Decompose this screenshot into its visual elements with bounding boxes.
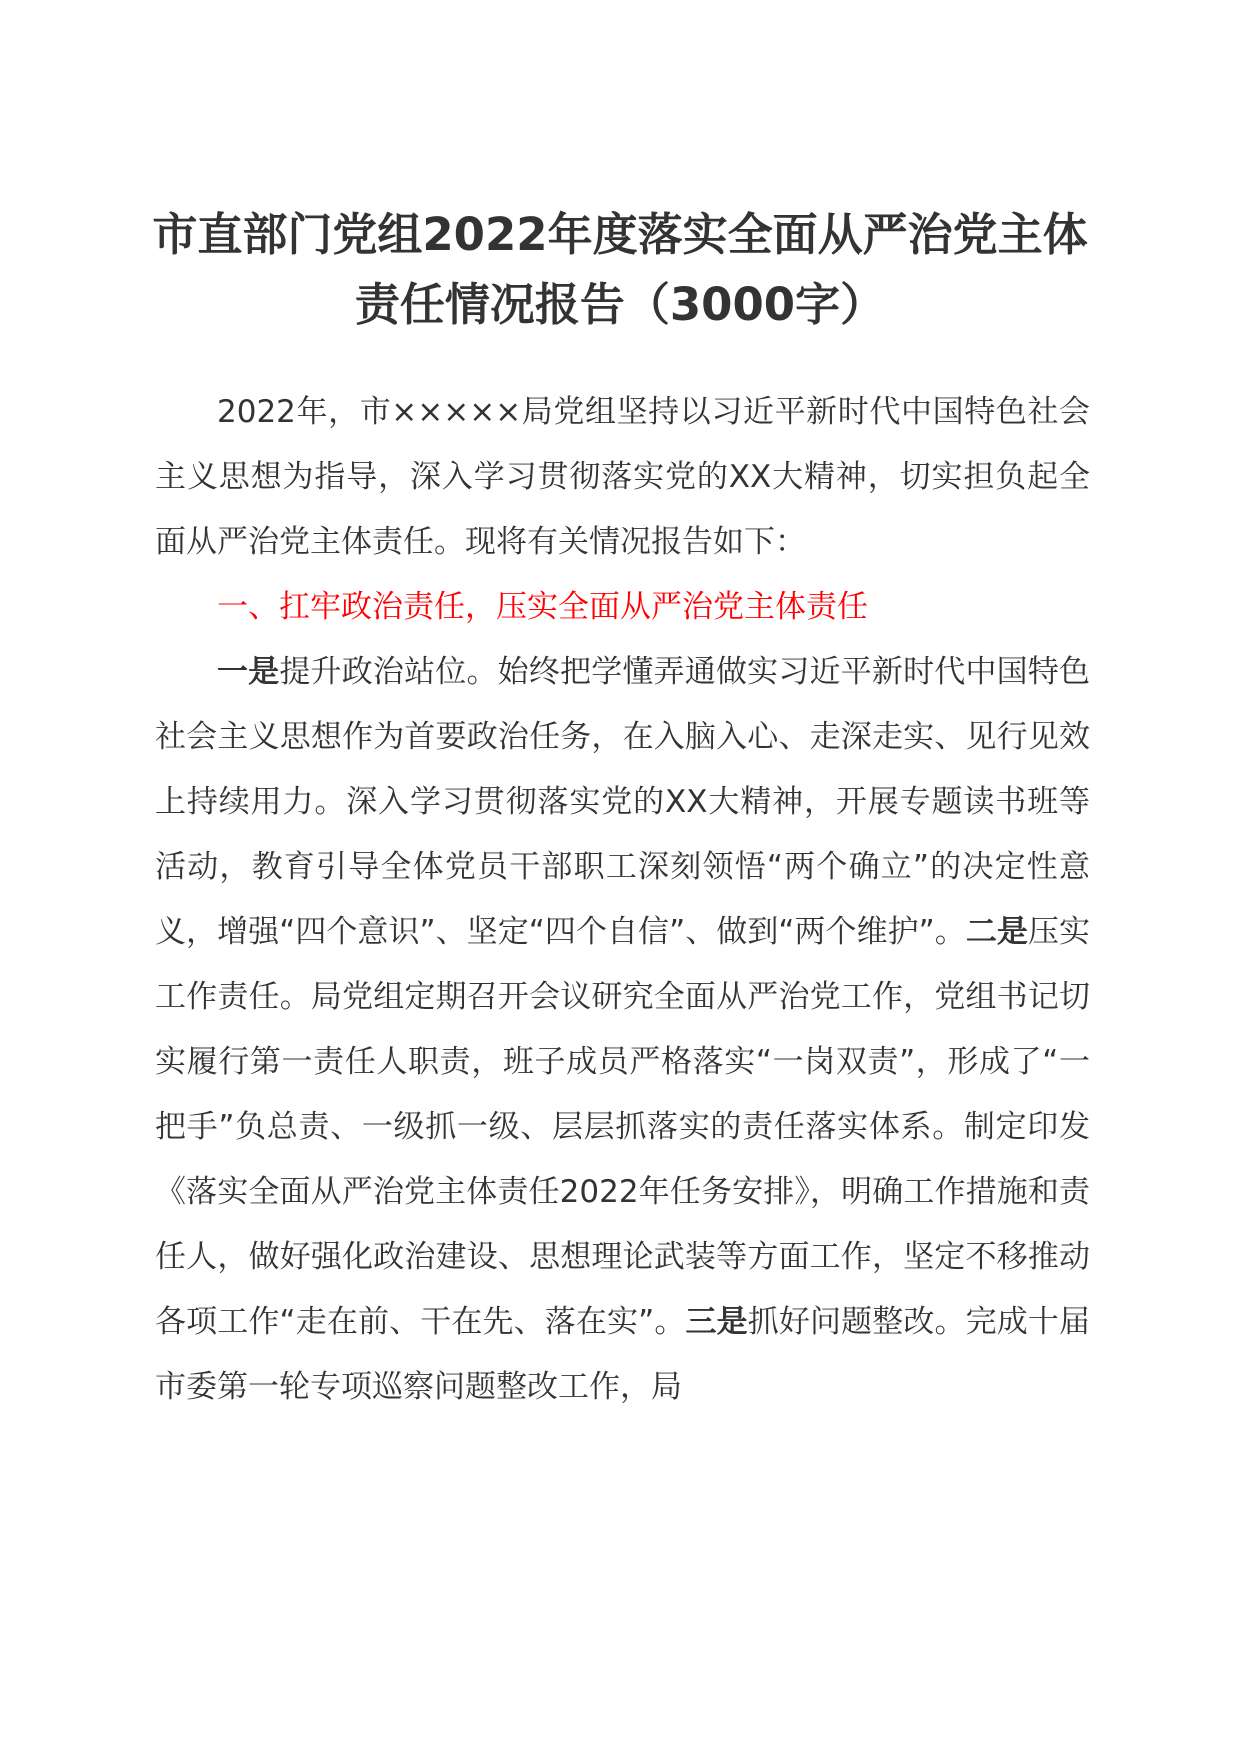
point-lead-2: 二是 <box>965 914 1028 950</box>
point-lead-1: 一是 <box>217 654 280 690</box>
document-body <box>155 380 1090 1420</box>
intro-paragraph: 2022年，市×××××局党组坚持以习近平新时代中国特色社会主义思想为指导，深入学习贯彻落实党的XX大精神，切实担负起全面从严治党主体责任。现将有关情况报告如下： <box>155 394 1090 560</box>
point-text-1: 提升政治站位。始终把学懂弄通做实习近平新时代中国特色社会主义思想作为首要政治任务，在入脑入心、走深走实、见行见效上持续用力。深入学习贯彻落实党的XX大精神，开展专题读书班等活动，教育引导全体党员干部职工深刻领悟“两个确立”的决定性意义，增强“四个意识”、坚定“四个自信”、做到“两个维护”。 <box>155 654 1091 950</box>
point-text-2: 压实工作责任。局党组定期召开会议研究全面从严治党工作，党组书记切实履行第一责任人职责，班子成员严格落实“一岗双责”，形成了“一把手”负总责、一级抓一级、层层抓落实的责任落实体系。制定印发《落实全面从严治党主体责任2022年任务安排》，明确工作措施和责任人，做好强化政治建设、思想理论武装等方面工作，坚定不移推动各项工作“走在前、干在先、落在实”。 <box>155 914 1091 1340</box>
document-title: 市直部门党组2022年度落实全面从严治党主体责任情况报告（3000字） <box>152 208 1088 331</box>
section-1-paragraph <box>155 640 1090 1420</box>
point-lead-3: 三是 <box>685 1304 748 1340</box>
point-text-3: 抓好问题整改。完成十届市委第一轮专项巡察问题整改工作，局 <box>155 1304 1091 1405</box>
section-heading-1: 一、扛牢政治责任，压实全面从严治党主体责任 <box>217 589 868 625</box>
